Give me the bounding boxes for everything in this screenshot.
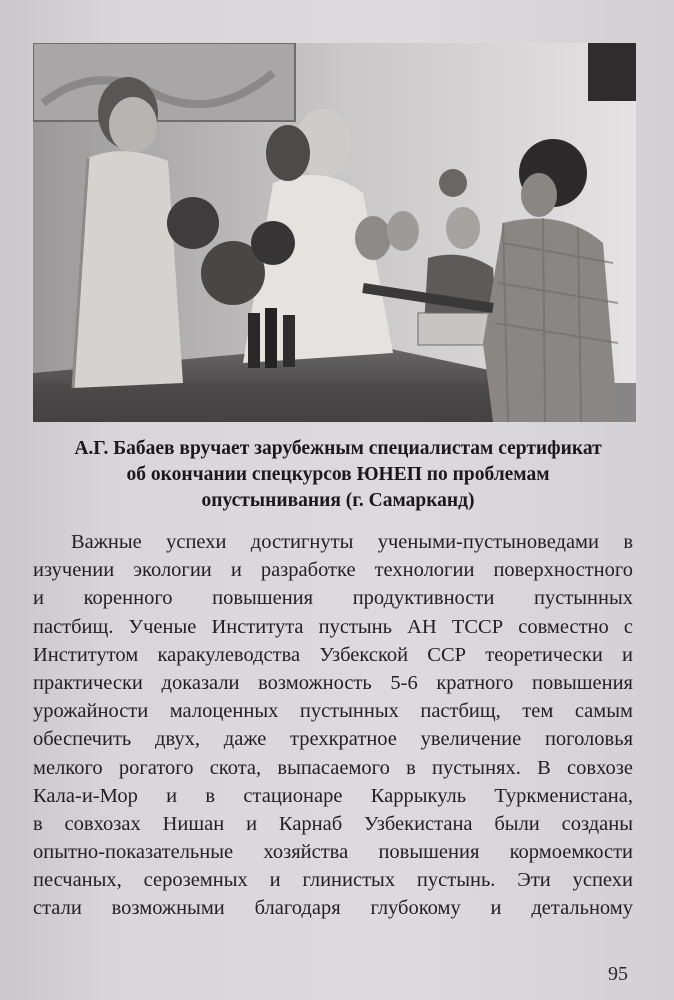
caption-line: опустынивания (г. Самарканд) [201,490,475,511]
text-line: урожайности малоценных пустынных пастбищ, тем самым [33,700,633,723]
text-line: Институтом каракулеводства Узбекской ССР теоретически и [33,643,633,666]
body-paragraph [33,528,633,923]
text-line: Важные успехи достигнуты учеными-пустыноведами в [71,531,633,553]
text-line: опытно-показательные хозяйства повышения кормоемкости [33,841,633,864]
caption-line: об окончании спецкурсов ЮНЕП по проблемам [126,464,550,485]
caption-line: А.Г. Бабаев вручает зарубежным специалистам сертификат [74,438,602,459]
text-line: стали возможными благодаря глубокому и детальному [33,897,633,920]
page-number: 95 [608,963,628,985]
text-line: и коренного повышения продуктивности пустынных [33,587,633,610]
text-line: обеспечить двух, даже трехкратное увеличение поголовья [33,728,633,751]
text-line: в совхозах Нишан и Карнаб Узбекистана были созданы [33,812,633,835]
archival-photograph [33,43,636,422]
photo-illustration [33,43,636,422]
text-line: Кала-и-Мор и в стационаре Каррыкуль Туркменистана, [33,784,633,807]
text-line: изучении экологии и разработке технологии поверхностного [33,559,633,582]
text-line: практически доказали возможность 5-6 кратного повышения [33,671,633,694]
text-line: песчаных, сероземных и глинистых пустынь. Эти успехи [33,869,633,892]
text-line: мелкого рогатого скота, выпасаемого в пустынях. В совхозе [33,756,633,779]
text-line: пастбищ. Ученые Института пустынь АН ТССР совместно с [33,615,633,638]
figure-caption [20,436,656,514]
